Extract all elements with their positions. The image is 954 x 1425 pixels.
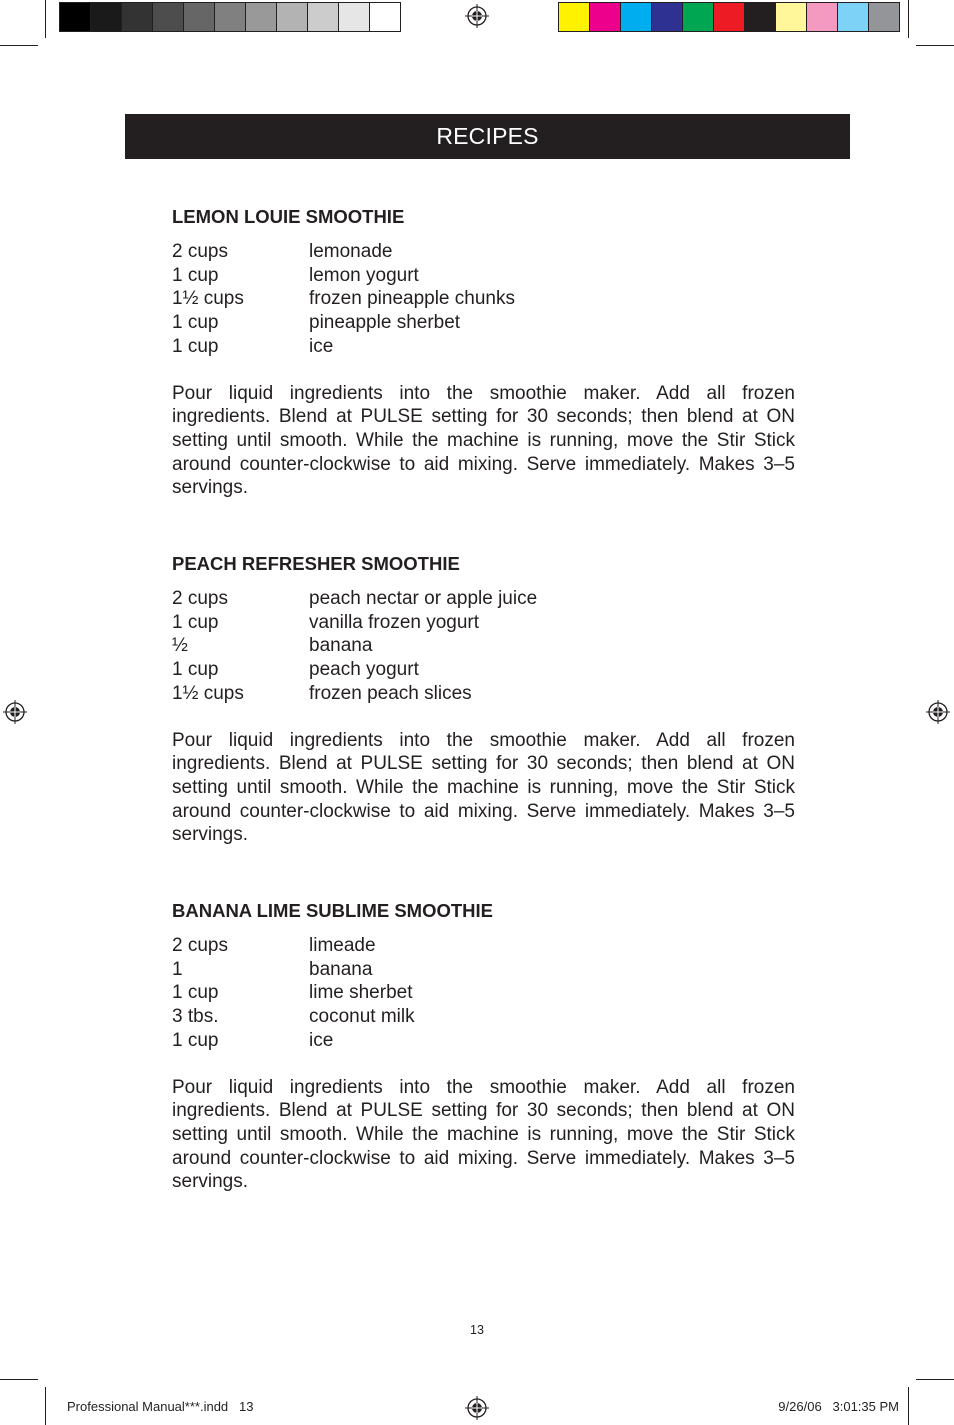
ingredient-name: pineapple sherbet bbox=[309, 312, 461, 334]
ingredient-row bbox=[172, 934, 795, 958]
color-swatch bbox=[807, 3, 838, 31]
ingredient-quantity: 1 cup bbox=[172, 659, 219, 681]
color-swatch bbox=[153, 3, 184, 31]
ingredient-row bbox=[172, 240, 795, 264]
ingredient-name: banana bbox=[309, 635, 373, 657]
ingredient-quantity: ½ bbox=[172, 635, 188, 657]
ingredient-quantity: 1½ cups bbox=[172, 288, 244, 310]
registration-mark-bottom-icon bbox=[465, 1396, 489, 1420]
ingredient-quantity: 1 cup bbox=[172, 1029, 219, 1051]
crop-mark-top-right-h bbox=[916, 45, 954, 46]
ingredient-quantity: 1 cup bbox=[172, 264, 219, 286]
ingredient-name: frozen peach slices bbox=[309, 682, 472, 704]
ingredient-row bbox=[172, 1029, 795, 1053]
color-swatch bbox=[745, 3, 776, 31]
ingredient-list bbox=[172, 934, 795, 1053]
ingredient-row bbox=[172, 587, 795, 611]
color-swatch bbox=[215, 3, 246, 31]
ingredient-name: ice bbox=[309, 1029, 334, 1051]
recipe-banana-lime-sublime bbox=[172, 898, 795, 1194]
recipe-peach-refresher bbox=[172, 551, 795, 898]
crop-mark-bottom-right-h bbox=[916, 1379, 954, 1380]
color-swatch bbox=[60, 3, 91, 31]
ingredient-row bbox=[172, 287, 795, 311]
ingredient-name: frozen pineapple chunks bbox=[309, 288, 515, 310]
section-title: RECIPES bbox=[436, 123, 539, 149]
color-swatch bbox=[838, 3, 869, 31]
ingredient-name: lime sherbet bbox=[309, 982, 413, 1004]
ingredient-quantity: 2 cups bbox=[172, 588, 228, 609]
ingredient-name: peach yogurt bbox=[309, 659, 419, 681]
ingredient-quantity: 1½ cups bbox=[172, 682, 244, 704]
color-swatch bbox=[683, 3, 714, 31]
crop-mark-bottom-right-v bbox=[908, 1387, 909, 1425]
color-swatch bbox=[714, 3, 745, 31]
ingredient-quantity: 1 cup bbox=[172, 335, 219, 357]
ingredient-list bbox=[172, 587, 795, 706]
color-swatch bbox=[370, 3, 400, 31]
ingredient-row bbox=[172, 658, 795, 682]
ingredient-name: banana bbox=[309, 958, 373, 980]
color-swatch bbox=[122, 3, 153, 31]
crop-mark-top-left-h bbox=[0, 45, 38, 46]
ingredient-row bbox=[172, 958, 795, 982]
recipe-title: BANANA LIME SUBLIME SMOOTHIE bbox=[172, 900, 494, 921]
color-swatch bbox=[621, 3, 652, 31]
recipe-lemon-louie bbox=[172, 204, 795, 551]
ingredient-row bbox=[172, 1005, 795, 1029]
color-swatch bbox=[559, 3, 590, 31]
ingredient-name: ice bbox=[309, 335, 334, 357]
recipe-method: Pour liquid ingredients into the smoothie maker. Add all frozen ingredients. Blend at PULSE setting for 30 seconds; then blend at ON setting until smooth. While the machine is running, move the Stir Stick around counter-clockwise to aid mixing. Serve immediately. Makes 3–5 servings. bbox=[172, 729, 795, 846]
crop-mark-bottom-left-v bbox=[45, 1387, 46, 1425]
ingredient-name: peach nectar or apple juice bbox=[309, 588, 538, 609]
color-swatch bbox=[869, 3, 899, 31]
ingredient-name: limeade bbox=[309, 935, 376, 956]
process-color-bar bbox=[558, 2, 900, 32]
recipe-title: LEMON LOUIE SMOOTHIE bbox=[172, 206, 405, 227]
grayscale-color-bar bbox=[59, 2, 401, 32]
ingredient-row bbox=[172, 634, 795, 658]
slug-timestamp: 9/26/06 3:01:35 PM bbox=[778, 1399, 899, 1414]
ingredient-quantity: 1 bbox=[172, 958, 183, 980]
color-swatch bbox=[776, 3, 807, 31]
color-swatch bbox=[277, 3, 308, 31]
color-swatch bbox=[308, 3, 339, 31]
color-swatch bbox=[339, 3, 370, 31]
color-swatch bbox=[246, 3, 277, 31]
ingredient-quantity: 1 cup bbox=[172, 982, 219, 1004]
recipe-method: Pour liquid ingredients into the smoothie maker. Add all frozen ingredients. Blend at PULSE setting for 30 seconds; then blend at ON setting until smooth. While the machine is running, move the Stir Stick around counter-clockwise to aid mixing. Serve immediately. Makes 3–5 servings. bbox=[172, 1076, 795, 1193]
ingredient-name: lemonade bbox=[309, 241, 393, 262]
ingredient-row bbox=[172, 335, 795, 359]
crop-mark-top-right-v bbox=[908, 0, 909, 38]
ingredient-name: lemon yogurt bbox=[309, 264, 419, 286]
color-swatch bbox=[184, 3, 215, 31]
ingredient-name: vanilla frozen yogurt bbox=[309, 611, 480, 633]
crop-mark-top-left-v bbox=[45, 0, 46, 38]
ingredient-name: coconut milk bbox=[309, 1006, 415, 1028]
section-header-band bbox=[125, 114, 850, 159]
ingredient-row bbox=[172, 264, 795, 288]
registration-mark-left-icon bbox=[3, 700, 27, 724]
recipe-method: Pour liquid ingredients into the smoothie maker. Add all frozen ingredients. Blend at PULSE setting for 30 seconds; then blend at ON setting until smooth. While the machine is running, move the Stir Stick around counter-clockwise to aid mixing. Serve immediately. Makes 3–5 servings. bbox=[172, 382, 795, 499]
ingredient-quantity: 2 cups bbox=[172, 935, 228, 956]
crop-mark-bottom-left-h bbox=[0, 1379, 38, 1380]
ingredient-row bbox=[172, 311, 795, 335]
recipes-content bbox=[172, 204, 795, 1213]
ingredient-row bbox=[172, 611, 795, 635]
registration-mark-right-icon bbox=[926, 700, 950, 724]
ingredient-list bbox=[172, 240, 795, 359]
ingredient-quantity: 1 cup bbox=[172, 312, 219, 334]
page-number: 13 bbox=[470, 1323, 484, 1337]
ingredient-quantity: 3 tbs. bbox=[172, 1006, 219, 1028]
registration-mark-top-icon bbox=[465, 4, 489, 28]
ingredient-row bbox=[172, 981, 795, 1005]
ingredient-quantity: 2 cups bbox=[172, 241, 228, 262]
color-swatch bbox=[590, 3, 621, 31]
ingredient-row bbox=[172, 682, 795, 706]
ingredient-quantity: 1 cup bbox=[172, 611, 219, 633]
color-swatch bbox=[652, 3, 683, 31]
slug-filename: Professional Manual***.indd 13 bbox=[67, 1399, 254, 1414]
recipe-title: PEACH REFRESHER SMOOTHIE bbox=[172, 553, 460, 574]
color-swatch bbox=[91, 3, 122, 31]
